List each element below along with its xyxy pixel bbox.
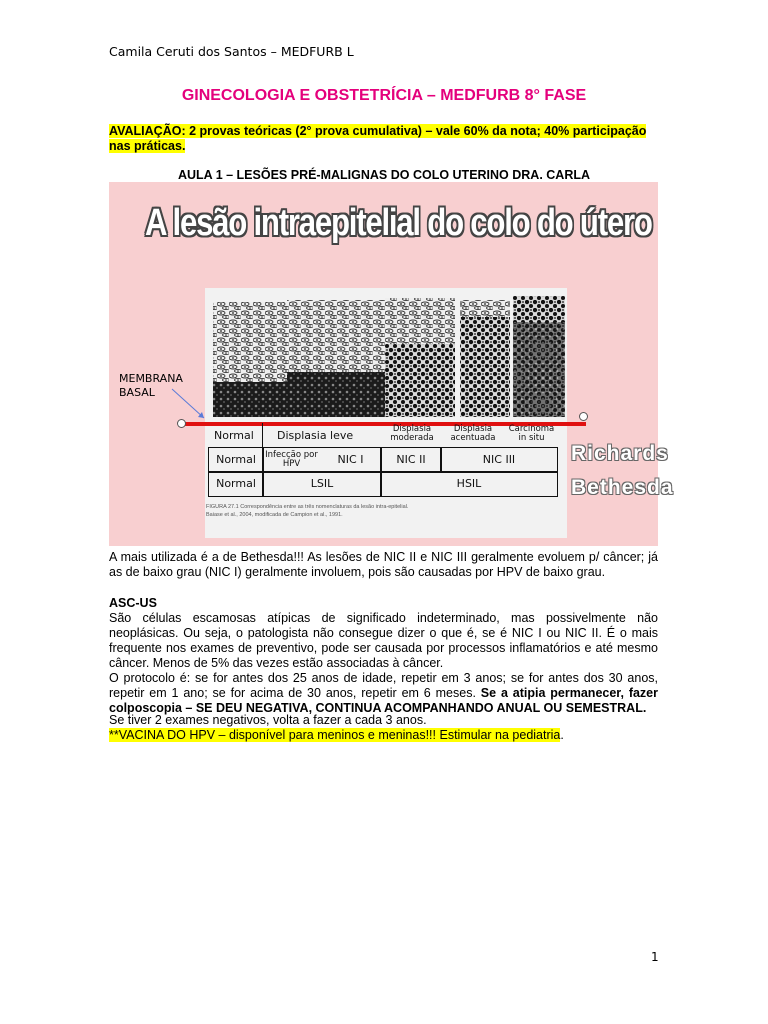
bethesda-paragraph: A mais utilizada é a de Bethesda!!! As lesões de NIC II e NIC III geralmente evoluem p/ câncer; já as de baixo grau (NIC I) geralmente involuem, pois são causadas por HPV de baixo grau. bbox=[109, 550, 658, 579]
ascus-paragraph-1: São células escamosas atípicas de significado indeterminado, mas possivelmente não neoplásicas. Ou seja, o patologista não consegue dizer o que é, se é NIC I ou NIC II. É o mais frequente nos exames de preventivo, pode ser causada por processos inflamatórios e até mesmo câncer. Menos de 5% das vezes estão associadas à câncer. bbox=[109, 611, 658, 670]
figure-title: A lesão intraepitelial do colo do útero bbox=[145, 202, 652, 244]
cell-normal-1: Normal bbox=[208, 423, 263, 449]
lesson-title: AULA 1 – LESÕES PRÉ-MALIGNAS DO COLO UTERINO DRA. CARLA bbox=[177, 168, 591, 182]
lesion-figure bbox=[109, 182, 674, 546]
membrane-pointer-arrow bbox=[164, 387, 214, 427]
cell-normal-3: Normal bbox=[208, 471, 264, 497]
cell-displasia-acentuada: Displasia acentuada bbox=[450, 424, 496, 443]
evaluation-text: 2 provas teóricas (2° prova cumulativa) – vale 60% da nota; 40% participação nas práticas. bbox=[109, 124, 647, 153]
ascus-protocol-text: O protocolo é: se for antes dos 25 anos de idade, repetir em 3 anos; se for antes dos 30 anos, repetir em 1 ano; se for acima de 30 anos, repetir em 6 meses. bbox=[109, 671, 658, 700]
page-title: GINECOLOGIA E OBSTETRÍCIA – MEDFURB 8° FASE bbox=[181, 87, 587, 104]
basal-membrane-label-line2: BASAL bbox=[119, 386, 155, 399]
evaluation-note bbox=[109, 124, 661, 154]
nomenclature-table bbox=[208, 423, 558, 501]
header-author: Camila Ceruti dos Santos – MEDFURB L bbox=[109, 44, 354, 59]
epithelium-illustration bbox=[205, 292, 567, 417]
cell-carcinoma-in-situ: Carcinoma in situ bbox=[508, 424, 555, 443]
evaluation-label: AVALIAÇÃO: bbox=[109, 124, 186, 138]
ascus-paragraph-2 bbox=[109, 671, 658, 716]
vaccine-note bbox=[109, 728, 658, 743]
cell-nic-ii: NIC II bbox=[380, 447, 442, 473]
figure-caption-source: Baiase et al., 2004, modificada de Campion et al., 1991. bbox=[206, 512, 343, 518]
bethesda-label: Bethesda bbox=[571, 476, 674, 499]
page-number: 1 bbox=[651, 950, 659, 964]
membrane-start-marker bbox=[177, 419, 186, 428]
cell-displasia-leve: Displasia leve bbox=[277, 429, 354, 443]
cell-lsil: LSIL bbox=[262, 471, 382, 497]
ascus-protocol-bold: Se a atipia permanecer, fazer colposcopia – SE DEU NEGATIVA, CONTINUA ACOMPANHANDO ANUAL OU SEMESTRAL. bbox=[109, 686, 658, 715]
cell-hsil: HSIL bbox=[380, 471, 558, 497]
vaccine-period: . bbox=[560, 728, 564, 742]
cell-nic-iii: NIC III bbox=[440, 447, 558, 473]
ascus-heading: ASC-US bbox=[109, 596, 157, 610]
basal-membrane-label-line1: MEMBRANA bbox=[119, 372, 183, 385]
richards-label: Richards bbox=[571, 442, 669, 465]
cell-nic-i: NIC I bbox=[320, 447, 382, 473]
figure-caption bbox=[206, 503, 408, 519]
figure-caption-text: FIGURA 27.1 Correspondência entre as três nomenclaturas da lesão intra-epitelial. bbox=[206, 504, 409, 510]
ascus-paragraph-3: Se tiver 2 exames negativos, volta a fazer a cada 3 anos. bbox=[109, 713, 427, 727]
cell-infeccao-hpv: Infecção por HPV bbox=[262, 447, 320, 473]
membrane-end-marker bbox=[579, 412, 588, 421]
vaccine-highlight: **VACINA DO HPV – disponível para meninos e meninas!!! Estimular na pediatria bbox=[109, 728, 561, 742]
cell-displasia-moderada: Displasia moderada bbox=[390, 424, 434, 443]
cell-normal-2: Normal bbox=[208, 447, 264, 473]
